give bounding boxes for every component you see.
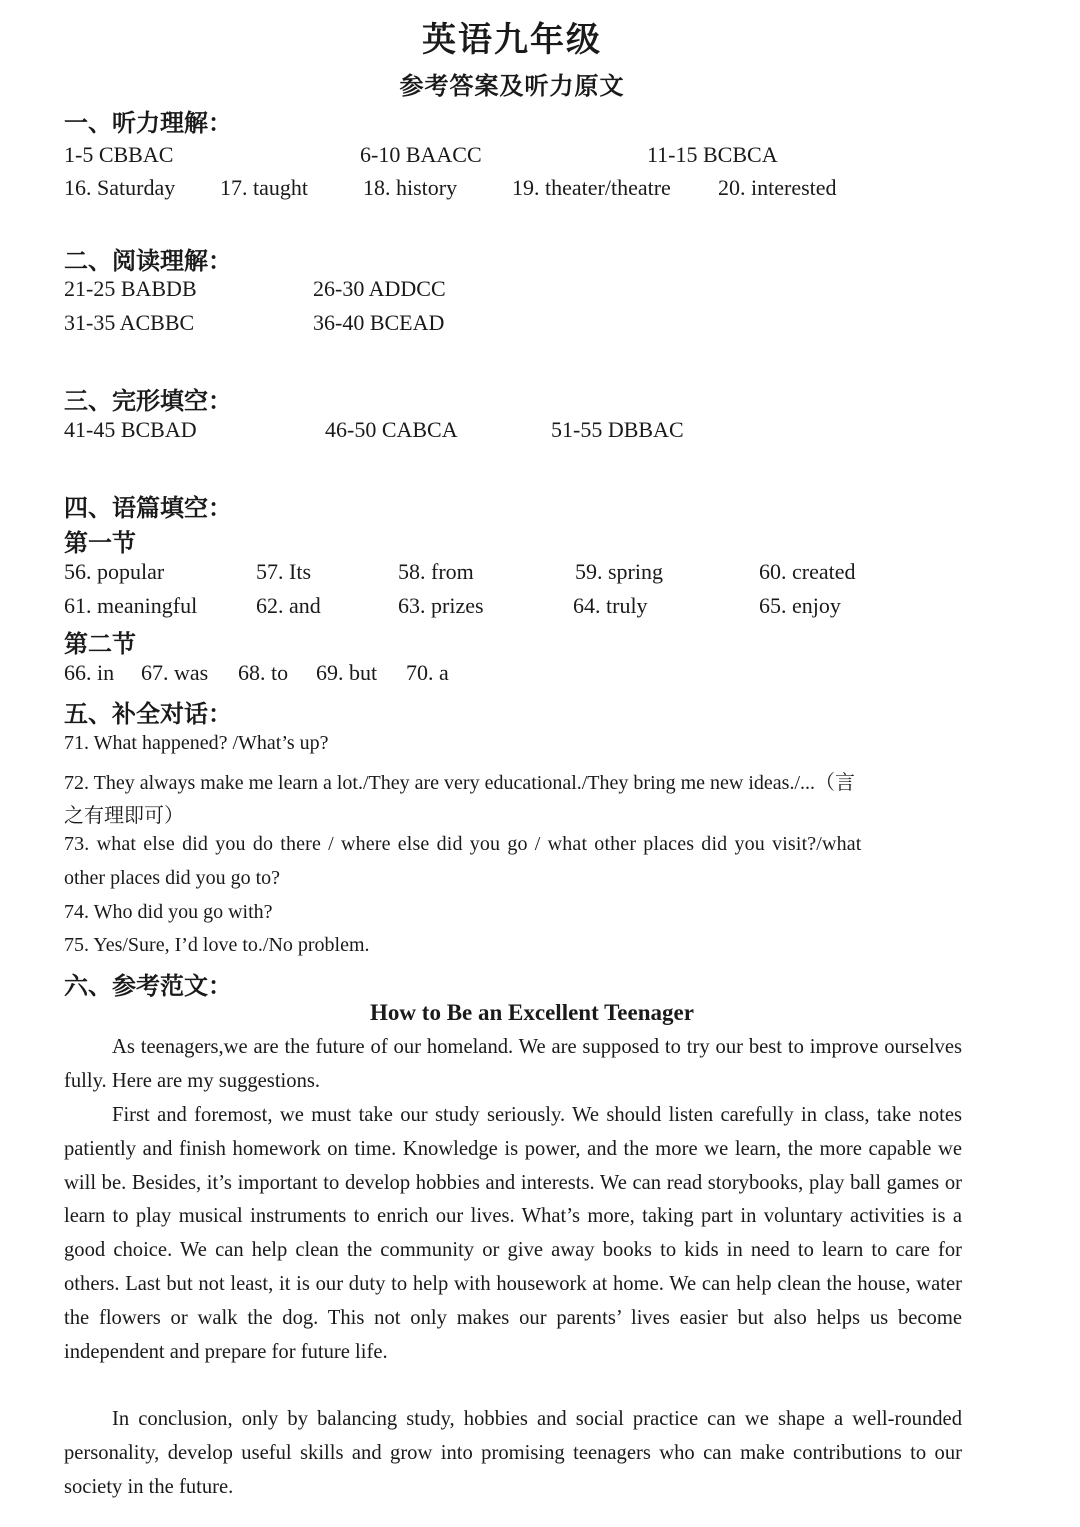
answer-item: 20. interested — [718, 175, 837, 200]
answer-item: 64. truly — [573, 593, 648, 618]
dialogue-answer-line: 72. They always make me learn a lot./They are very educational./They bring me new ideas./...（言 — [64, 772, 856, 794]
dialogue-answer-line: 71. What happened? /What’s up? — [64, 732, 329, 754]
subsection-heading-part2: 第二节 — [64, 632, 136, 658]
essay-paragraph: As teenagers,we are the future of our homeland. We are supposed to try our best to improve ourselves fully. Here are my suggestions. — [64, 1036, 962, 1092]
answer-item: 66. in — [64, 660, 115, 685]
answer-item: 51-55 DBBAC — [551, 417, 684, 442]
section-heading-essay: 六、参考范文： — [64, 974, 232, 1000]
answer-item: 70. a — [406, 660, 449, 685]
answer-item: 18. history — [363, 175, 458, 200]
answer-item: 58. from — [398, 559, 474, 584]
answer-item: 46-50 CABCA — [325, 417, 458, 442]
answer-item: 57. Its — [256, 559, 311, 584]
dialogue-answer-line: 73. what else did you do there / where else did you go / what other places did you visit?/what — [64, 833, 862, 855]
answer-item: 16. Saturday — [64, 175, 176, 200]
answer-item: 68. to — [238, 660, 289, 685]
answer-item: 62. and — [256, 593, 321, 618]
section-heading-cloze: 三、完形填空： — [64, 389, 232, 415]
page-subtitle: 参考答案及听力原文 — [399, 74, 625, 100]
dialogue-answer-line: other places did you go to? — [64, 867, 281, 889]
answer-item: 61. meaningful — [64, 593, 198, 618]
section-heading-listening: 一、听力理解： — [64, 111, 232, 137]
answer-item: 67. was — [141, 660, 209, 685]
section-heading-reading: 二、阅读理解： — [64, 249, 232, 275]
answer-item: 6-10 BAACC — [360, 142, 482, 167]
dialogue-answer-line: 74. Who did you go with? — [64, 901, 273, 923]
answer-item: 31-35 ACBBC — [64, 310, 195, 335]
answer-item: 41-45 BCBAD — [64, 417, 197, 442]
subsection-heading-part1: 第一节 — [64, 531, 136, 557]
answer-item: 26-30 ADDCC — [313, 276, 446, 301]
answer-item: 69. but — [316, 660, 378, 685]
section-heading-dialogue: 五、补全对话： — [64, 702, 232, 728]
answer-item: 60. created — [759, 559, 856, 584]
dialogue-answer-line: 之有理即可） — [64, 805, 184, 827]
answer-item: 11-15 BCBCA — [647, 142, 778, 167]
essay-title: How to Be an Excellent Teenager — [370, 1000, 694, 1025]
answer-item: 59. spring — [575, 559, 663, 584]
answer-item: 63. prizes — [398, 593, 484, 618]
essay-paragraph: First and foremost, we must take our study seriously. We should listen carefully in class, take notes patiently and finish homework on time. Knowledge is power, and the more we learn, the more capable we will be. Besides, it’s important to develop hobbies and interests. We can read storybooks, play ball games or learn to play musical instruments to enrich our lives. What’s more, taking part in voluntary activities is a good choice. We can help clean the community or give away books to kids in need to learn to care for others. Last but not least, it is our duty to help with housework at home. We can help clean the house, water the flowers or walk the dog. This not only makes our parents’ lives easier but also helps us become independent and prepare for future life. — [64, 1104, 962, 1363]
answer-item: 56. popular — [64, 559, 165, 584]
answer-item: 21-25 BABDB — [64, 276, 197, 301]
answer-item: 17. taught — [220, 175, 308, 200]
section-heading-passage-fill: 四、语篇填空： — [64, 496, 232, 522]
answer-item: 19. theater/theatre — [512, 175, 671, 200]
answer-item: 65. enjoy — [759, 593, 841, 618]
answer-item: 1-5 CBBAC — [64, 142, 174, 167]
dialogue-answer-line: 75. Yes/Sure, I’d love to./No problem. — [64, 934, 370, 956]
answer-item: 36-40 BCEAD — [313, 310, 445, 335]
essay-paragraph: In conclusion, only by balancing study, hobbies and social practice can we shape a well-rounded personality, develop useful skills and grow into promising teenagers who can make contributions to our society in the future. — [64, 1408, 962, 1498]
page-title: 英语九年级 — [422, 22, 602, 59]
